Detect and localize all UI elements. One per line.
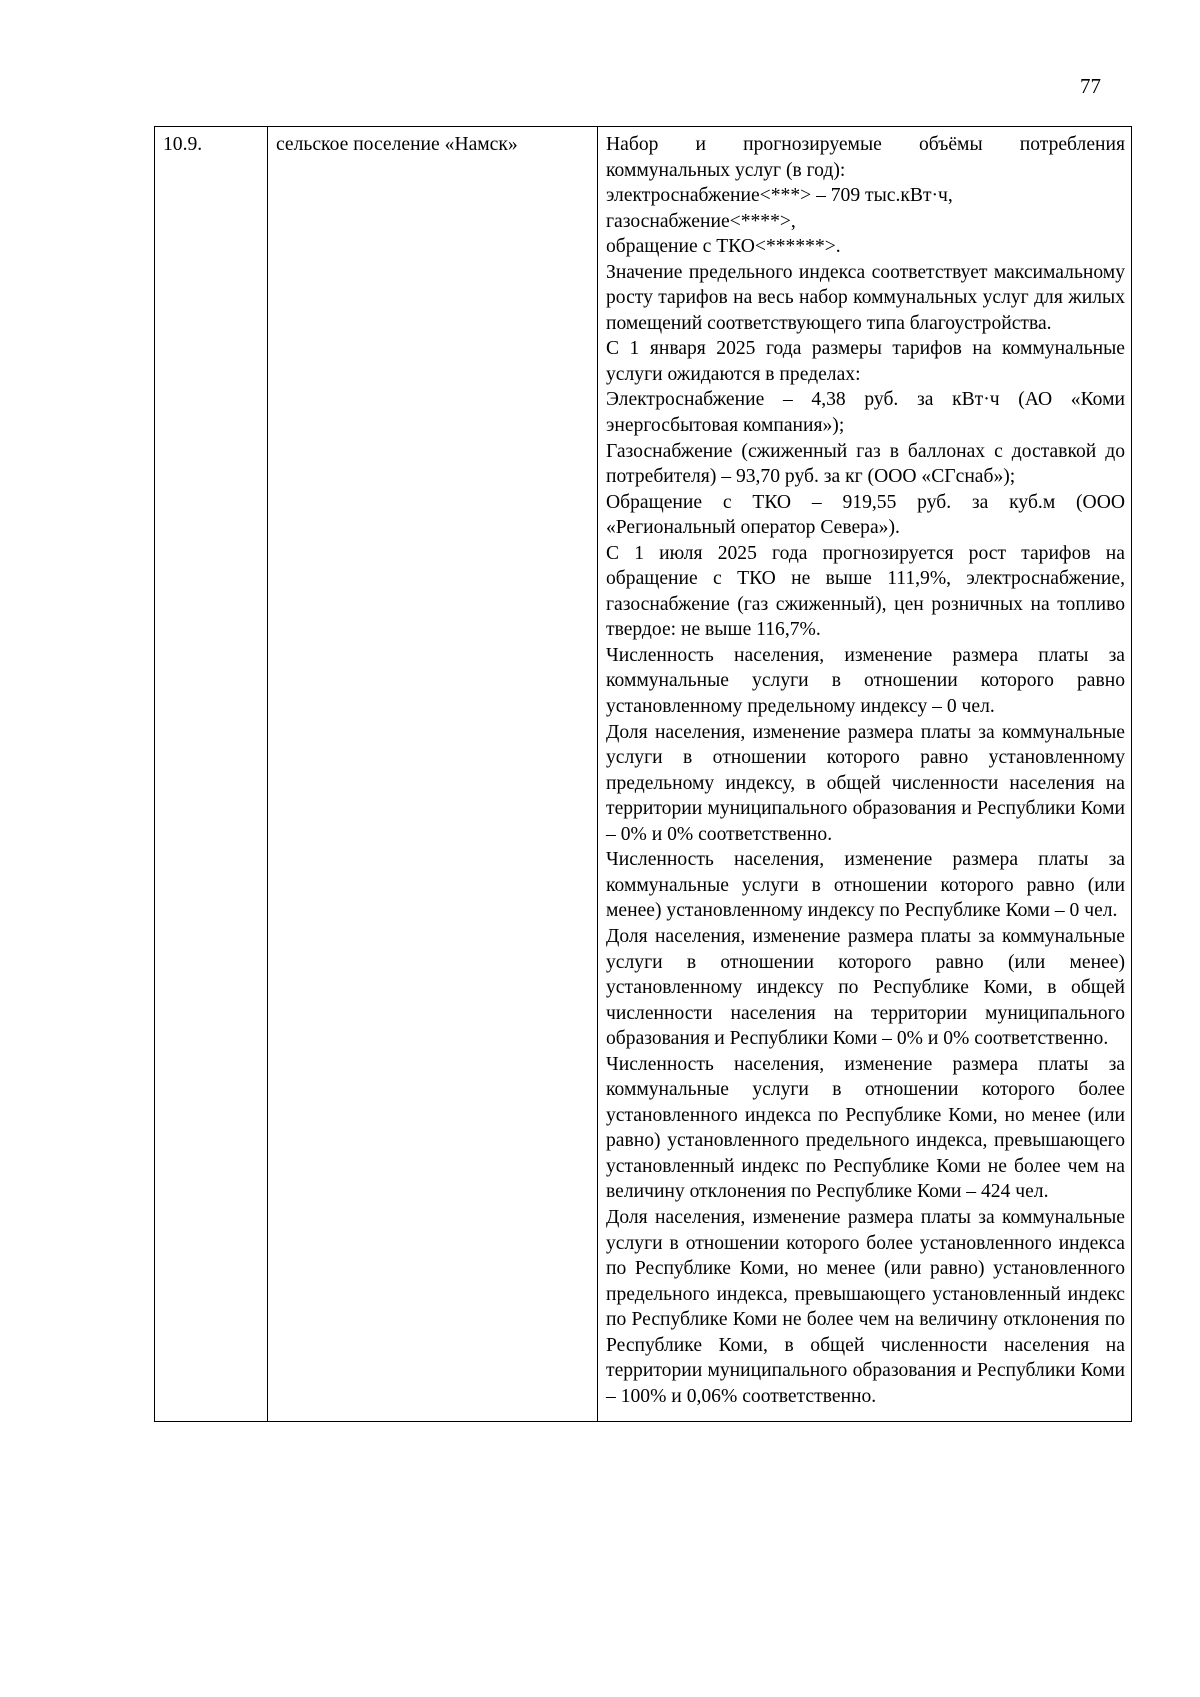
municipality-name-cell: сельское поселение «Намск»	[268, 127, 598, 1422]
paragraph-share-republic-index: Доля населения, изменение размера платы за коммунальные услуги в отношении которого равно (или менее) установленному индексу по Республике Коми, в общей численности населения на территории муниципального образования и Республики Коми – 0% и 0% соответственно.	[606, 925, 1125, 1050]
paragraph-population-limit-index: Численность населения, изменение размера платы за коммунальные услуги в отношении которого равно установленному предельному индексу – 0 чел.	[606, 644, 1125, 718]
paragraph-gas-tariff: Газоснабжение (сжиженный газ в баллонах с доставкой до потребителя) – 93,70 руб. за кг (ООО «СГснаб»);	[606, 440, 1125, 488]
paragraph-gas-supply: газоснабжение<****>,	[606, 210, 796, 232]
row-number-cell: 10.9.	[155, 127, 268, 1422]
paragraph-population-above-index: Численность населения, изменение размера платы за коммунальные услуги в отношении которого более установленного индекса по Республике Коми, но менее (или равно) установленного предельного индекса, превышающего установленный индекс по Республике Коми не более чем на величину отклонения по Республике Коми – 424 чел.	[606, 1053, 1125, 1203]
paragraph-electricity-volume: электроснабжение<***> – 709 тыс.кВт·ч,	[606, 185, 953, 207]
paragraph-waste-handling: обращение с ТКО<******>.	[606, 236, 841, 258]
paragraph-population-republic-index: Численность населения, изменение размера платы за коммунальные услуги в отношении которого равно (или менее) установленному индексу по Республике Коми – 0 чел.	[606, 849, 1125, 922]
paragraph-tariffs-july: С 1 июля 2025 года прогнозируется рост тарифов на обращение с ТКО не выше 111,9%, электроснабжение, газоснабжение (газ сжиженный), цен розничных на топливо твердое: не выше 116,7%.	[606, 542, 1125, 641]
description-cell	[598, 127, 1132, 1422]
paragraph-electricity-tariff: Электроснабжение – 4,38 руб. за кВт·ч (АО «Коми энергосбытовая компания»);	[606, 389, 1125, 437]
paragraph-index-value: Значение предельного индекса соответствует максимальному росту тарифов на весь набор коммунальных услуг для жилых помещений соответствующего типа благоустройства.	[606, 261, 1125, 334]
paragraph-services-intro: Набор и прогнозируемые объёмы потребления коммунальных услуг (в год):	[606, 134, 1125, 181]
municipality-table	[154, 126, 1132, 1422]
paragraph-tariffs-january: С 1 января 2025 года размеры тарифов на коммунальные услуги ожидаются в пределах:	[606, 338, 1125, 385]
page-number: 77	[1080, 74, 1101, 98]
paragraph-waste-tariff: Обращение с ТКО – 919,55 руб. за куб.м (ООО «Региональный оператор Севера»).	[606, 491, 1125, 539]
paragraph-share-limit-index: Доля населения, изменение размера платы за коммунальные услуги в отношении которого равно установленному предельному индексу, в общей численности населения на территории муниципального образования и Республики Коми – 0% и 0% соответственно.	[606, 721, 1125, 845]
paragraph-share-above-index: Доля населения, изменение размера платы за коммунальные услуги в отношении которого более установленного индекса по Республике Коми, но менее (или равно) установленного предельного индекса, превышающего установленный индекс по Республике Коми не более чем на величину отклонения по Республике Коми, в общей численности населения на территории муниципального образования и Республики Коми – 100% и 0,06% соответственно.	[606, 1206, 1125, 1407]
table-row	[155, 127, 1132, 1422]
